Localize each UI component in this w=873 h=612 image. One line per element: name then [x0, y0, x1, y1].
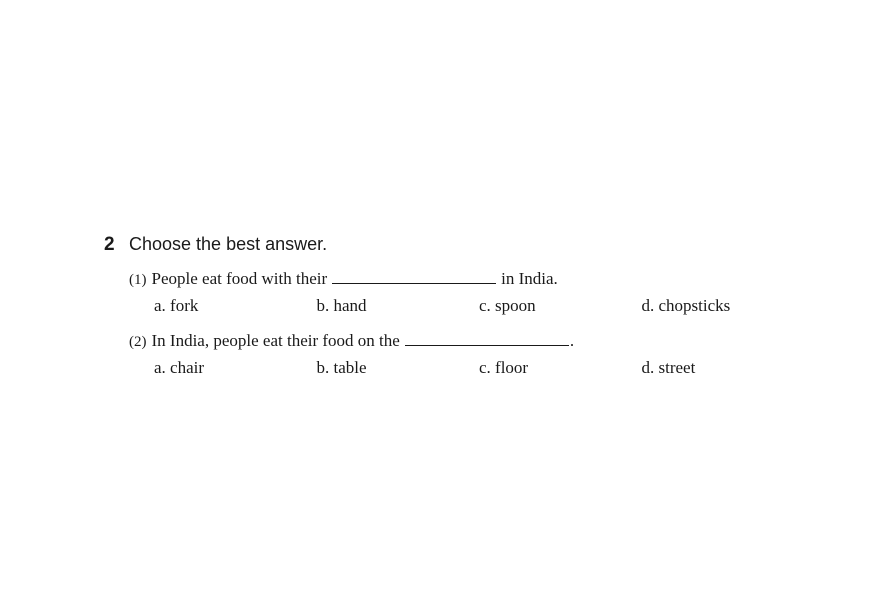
question-2-option-a[interactable]: a. chair [154, 358, 205, 377]
question-2 [129, 330, 804, 379]
question-1-text-before: People eat food with their [151, 269, 328, 288]
exercise-instruction: Choose the best answer. [129, 234, 328, 254]
question-1 [129, 268, 804, 317]
question-1-option-c[interactable]: c. spoon [479, 296, 536, 315]
question-1-text-after: in India. [501, 269, 558, 288]
question-2-text-after: . [569, 331, 575, 350]
question-2-blank[interactable] [405, 331, 569, 346]
question-2-option-d[interactable]: d. street [641, 358, 696, 377]
exercise-heading [104, 234, 804, 258]
question-1-option-b[interactable]: b. hand [316, 296, 367, 315]
exercise-section [104, 234, 804, 379]
question-1-number: (1) [129, 272, 147, 288]
question-2-number: (2) [129, 334, 147, 350]
exercise-number: 2 [104, 234, 115, 255]
question-1-stem [129, 268, 804, 291]
question-1-option-a[interactable]: a. fork [154, 296, 199, 315]
question-2-option-b[interactable]: b. table [316, 358, 367, 377]
question-2-option-c[interactable]: c. floor [479, 358, 529, 377]
question-1-options [154, 295, 804, 317]
question-2-text-before: In India, people eat their food on the [151, 331, 400, 350]
question-2-stem [129, 330, 804, 353]
question-2-options [154, 357, 804, 379]
question-1-option-d[interactable]: d. chopsticks [641, 296, 731, 315]
question-1-blank[interactable] [332, 269, 496, 284]
